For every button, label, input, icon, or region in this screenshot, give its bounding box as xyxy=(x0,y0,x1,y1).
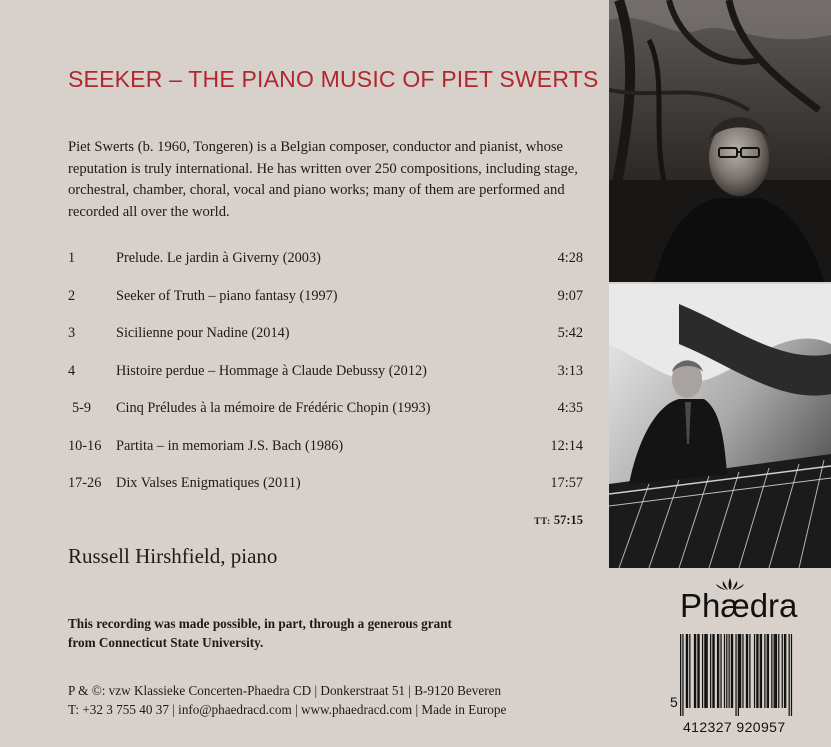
track-row xyxy=(68,475,583,513)
grant-note-line: This recording was made possible, in part, through a generous grant xyxy=(68,616,452,631)
grant-note xyxy=(68,614,538,652)
track-duration: 4:35 xyxy=(557,400,583,416)
track-row xyxy=(68,400,583,438)
track-title: Cinq Préludes à la mémoire de Frédéric Chopin (1993) xyxy=(116,400,431,416)
track-duration: 17:57 xyxy=(550,475,583,491)
track-duration: 5:42 xyxy=(557,325,583,341)
track-title: Seeker of Truth – piano fantasy (1997) xyxy=(116,287,338,304)
phaedra-logo xyxy=(672,577,798,627)
barcode-digits: 412327 920957 xyxy=(683,719,786,735)
track-row xyxy=(68,288,583,326)
track-title: Prelude. Le jardin à Giverny (2003) xyxy=(116,250,321,266)
album-title: SEEKER – THE PIANO MUSIC OF PIET SWERTS xyxy=(68,66,599,92)
track-row xyxy=(68,438,583,476)
total-time xyxy=(534,513,583,528)
track-number: 4 xyxy=(68,362,76,379)
track-title: Histoire perdue – Hommage à Claude Debussy (2012) xyxy=(116,362,427,379)
track-title: Sicilienne pour Nadine (2014) xyxy=(116,325,290,341)
track-number: 2 xyxy=(68,287,76,304)
track-duration: 3:13 xyxy=(557,362,583,379)
grant-note-line: from Connecticut State University. xyxy=(68,635,264,650)
track-row xyxy=(68,363,583,401)
total-time-value: 57:15 xyxy=(553,513,583,527)
label-contact-info xyxy=(68,682,588,719)
track-number: 5-9 xyxy=(72,400,92,416)
track-number: 10-16 xyxy=(68,437,102,454)
composer-portrait-photo xyxy=(609,0,831,282)
barcode-lead-digit: 5 xyxy=(670,694,678,710)
contact-line: T: +32 3 755 40 37 | info@phaedracd.com | www.phaedracd.com | Made in Europe xyxy=(68,701,507,717)
track-title: Partita – in memoriam J.S. Bach (1986) xyxy=(116,437,344,454)
pianist-photo xyxy=(609,284,831,568)
track-list xyxy=(68,250,583,513)
track-number: 1 xyxy=(68,250,76,266)
contact-line: P & ©: vzw Klassieke Concerten-Phaedra CD | Donkerstraat 51 | B-9120 Beveren xyxy=(68,683,502,698)
track-row xyxy=(68,325,583,363)
track-duration: 9:07 xyxy=(557,287,583,304)
logo-wordmark: Phædra xyxy=(680,587,798,624)
track-row xyxy=(68,250,583,288)
performer-credit: Russell Hirshfield, piano xyxy=(68,544,278,568)
total-time-label: TT: xyxy=(534,517,551,527)
track-duration: 12:14 xyxy=(550,437,583,454)
ean-barcode xyxy=(670,634,792,738)
track-title: Dix Valses Enigmatiques (2011) xyxy=(116,475,301,491)
track-number: 3 xyxy=(68,325,76,341)
track-duration: 4:28 xyxy=(557,250,583,266)
composer-intro: Piet Swerts (b. 1960, Tongeren) is a Belgian composer, conductor and pianist, whose reputation is truly international. He has written over 250 compositions, including stage, orchestral, chamber, choral, vocal and piano works; many of them are performed and recorded all over the world. xyxy=(68,139,578,220)
track-number: 17-26 xyxy=(68,475,102,491)
barcode-bars-icon xyxy=(680,634,802,716)
